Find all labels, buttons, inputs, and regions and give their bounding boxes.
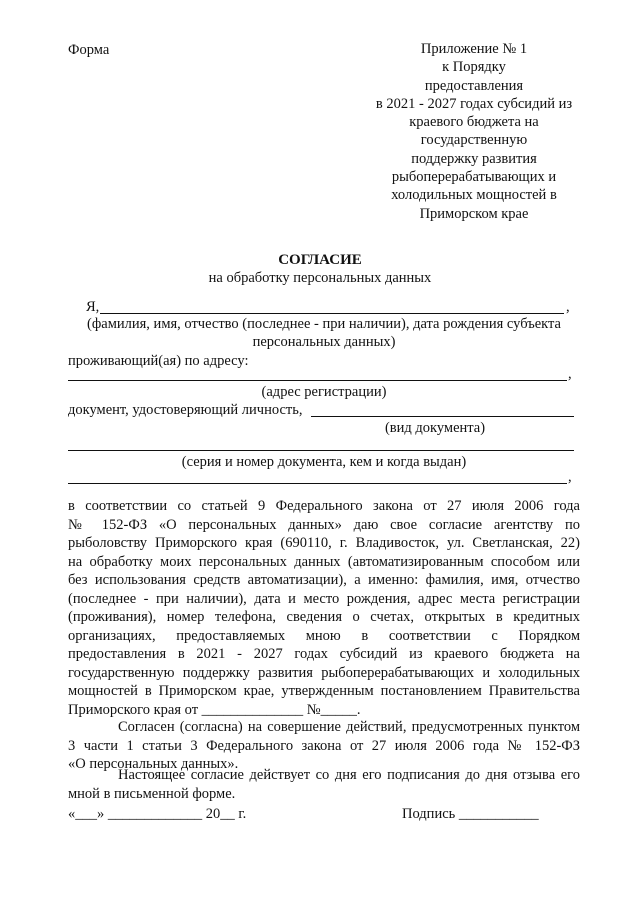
issued-comma: , [568, 469, 572, 485]
series-caption: (серия и номер документа, кем и когда выдан) [181, 454, 467, 470]
paragraph-line: Настоящее согласие действует со дня его подписания до дня отзыва его [118, 767, 580, 783]
name-fill-line[interactable] [100, 313, 564, 314]
address-comma: , [568, 366, 572, 382]
signature-field: Подпись ___________ [402, 806, 539, 822]
appendix-line: холодильных мощностей в [391, 187, 557, 204]
document-series-fill-line[interactable] [68, 450, 574, 451]
name-comma: , [566, 299, 570, 315]
document-title: СОГЛАСИЕ [278, 252, 362, 268]
appendix-line: Приложение № 1 [420, 41, 528, 57]
name-caption: (фамилия, имя, отчество (последнее - при наличии), дата рождения субъекта [87, 316, 561, 332]
paragraph-line: мощностей в Приморском крае, утвержденным постановлением Правительства [68, 683, 580, 699]
paragraph-line: на обработку моих персональных данных (автоматизированным способом или [68, 553, 580, 570]
appendix-line: Приморском крае [419, 205, 529, 222]
paragraph-line: рыболовству Приморского края (690110, г. Владивосток, ул. Светланская, 22) [68, 535, 580, 551]
consent-paragraph [68, 497, 580, 719]
appendix-line: к Порядку [442, 59, 506, 76]
paragraph-line: (последнее - при наличии), дата и место рождения, адрес места регистрации [68, 590, 580, 607]
appendix-line: государственную [420, 132, 528, 149]
address-fill-line[interactable] [68, 380, 567, 381]
address-label: проживающий(ая) по адресу: [68, 353, 249, 369]
appendix-line: предоставления [424, 77, 524, 94]
paragraph-line: (проживания), номер телефона, сведения о счетах, открытых в кредитных [68, 609, 580, 625]
form-label: Форма [68, 42, 110, 58]
paragraph-line: Согласен (согласна) на совершение действий, предусмотренных пунктом [118, 719, 580, 735]
appendix-line: рыбоперерабатывающих и [391, 169, 557, 186]
paragraph-line: без использования средств автоматизации), а именно: фамилия, имя, отчество [68, 572, 580, 588]
document-type-fill-line[interactable] [311, 416, 574, 417]
name-caption-2: персональных данных) [252, 334, 396, 350]
appendix-line: краевого бюджета на [409, 114, 539, 131]
i-prefix: Я, [86, 299, 100, 315]
address-caption: (адрес регистрации) [261, 384, 387, 400]
paragraph-line: мной в письменной форме. [68, 785, 236, 802]
document-subtitle: на обработку персональных данных [208, 270, 432, 286]
document-label: документ, удостоверяющий личность, [68, 402, 303, 418]
paragraph-line: государственную поддержку развития рыбоперерабатывающих и холодильных [68, 664, 580, 681]
paragraph-line: в соответствии со статьей 9 Федерального закона от 27 июля 2006 года [68, 498, 580, 514]
paragraph-line: предоставления в 2021 - 2027 годах субсидий из краевого бюджета на [68, 646, 580, 662]
appendix-block [360, 40, 588, 223]
date-field: «___» _____________ 20__ г. [68, 806, 247, 822]
issued-fill-line[interactable] [68, 483, 567, 484]
appendix-line: в 2021 - 2027 годах субсидий из [375, 95, 573, 112]
paragraph-line: Приморского края от ______________ №_____. [68, 701, 361, 718]
appendix-line: поддержку развития [411, 150, 537, 167]
paragraph-line: организациях, предоставляемых мною в соответствии с Порядком [68, 627, 580, 644]
validity-paragraph [68, 766, 580, 803]
paragraph-line: 3 части 1 статьи 3 Федерального закона от 27 июля 2006 года № 152-ФЗ [68, 737, 580, 754]
paragraph-line: № 152-ФЗ «О персональных данных» даю свое согласие агентству по [68, 516, 580, 533]
document-caption: (вид документа) [384, 420, 486, 436]
paragraph-line: «О персональных данных». [68, 756, 239, 772]
